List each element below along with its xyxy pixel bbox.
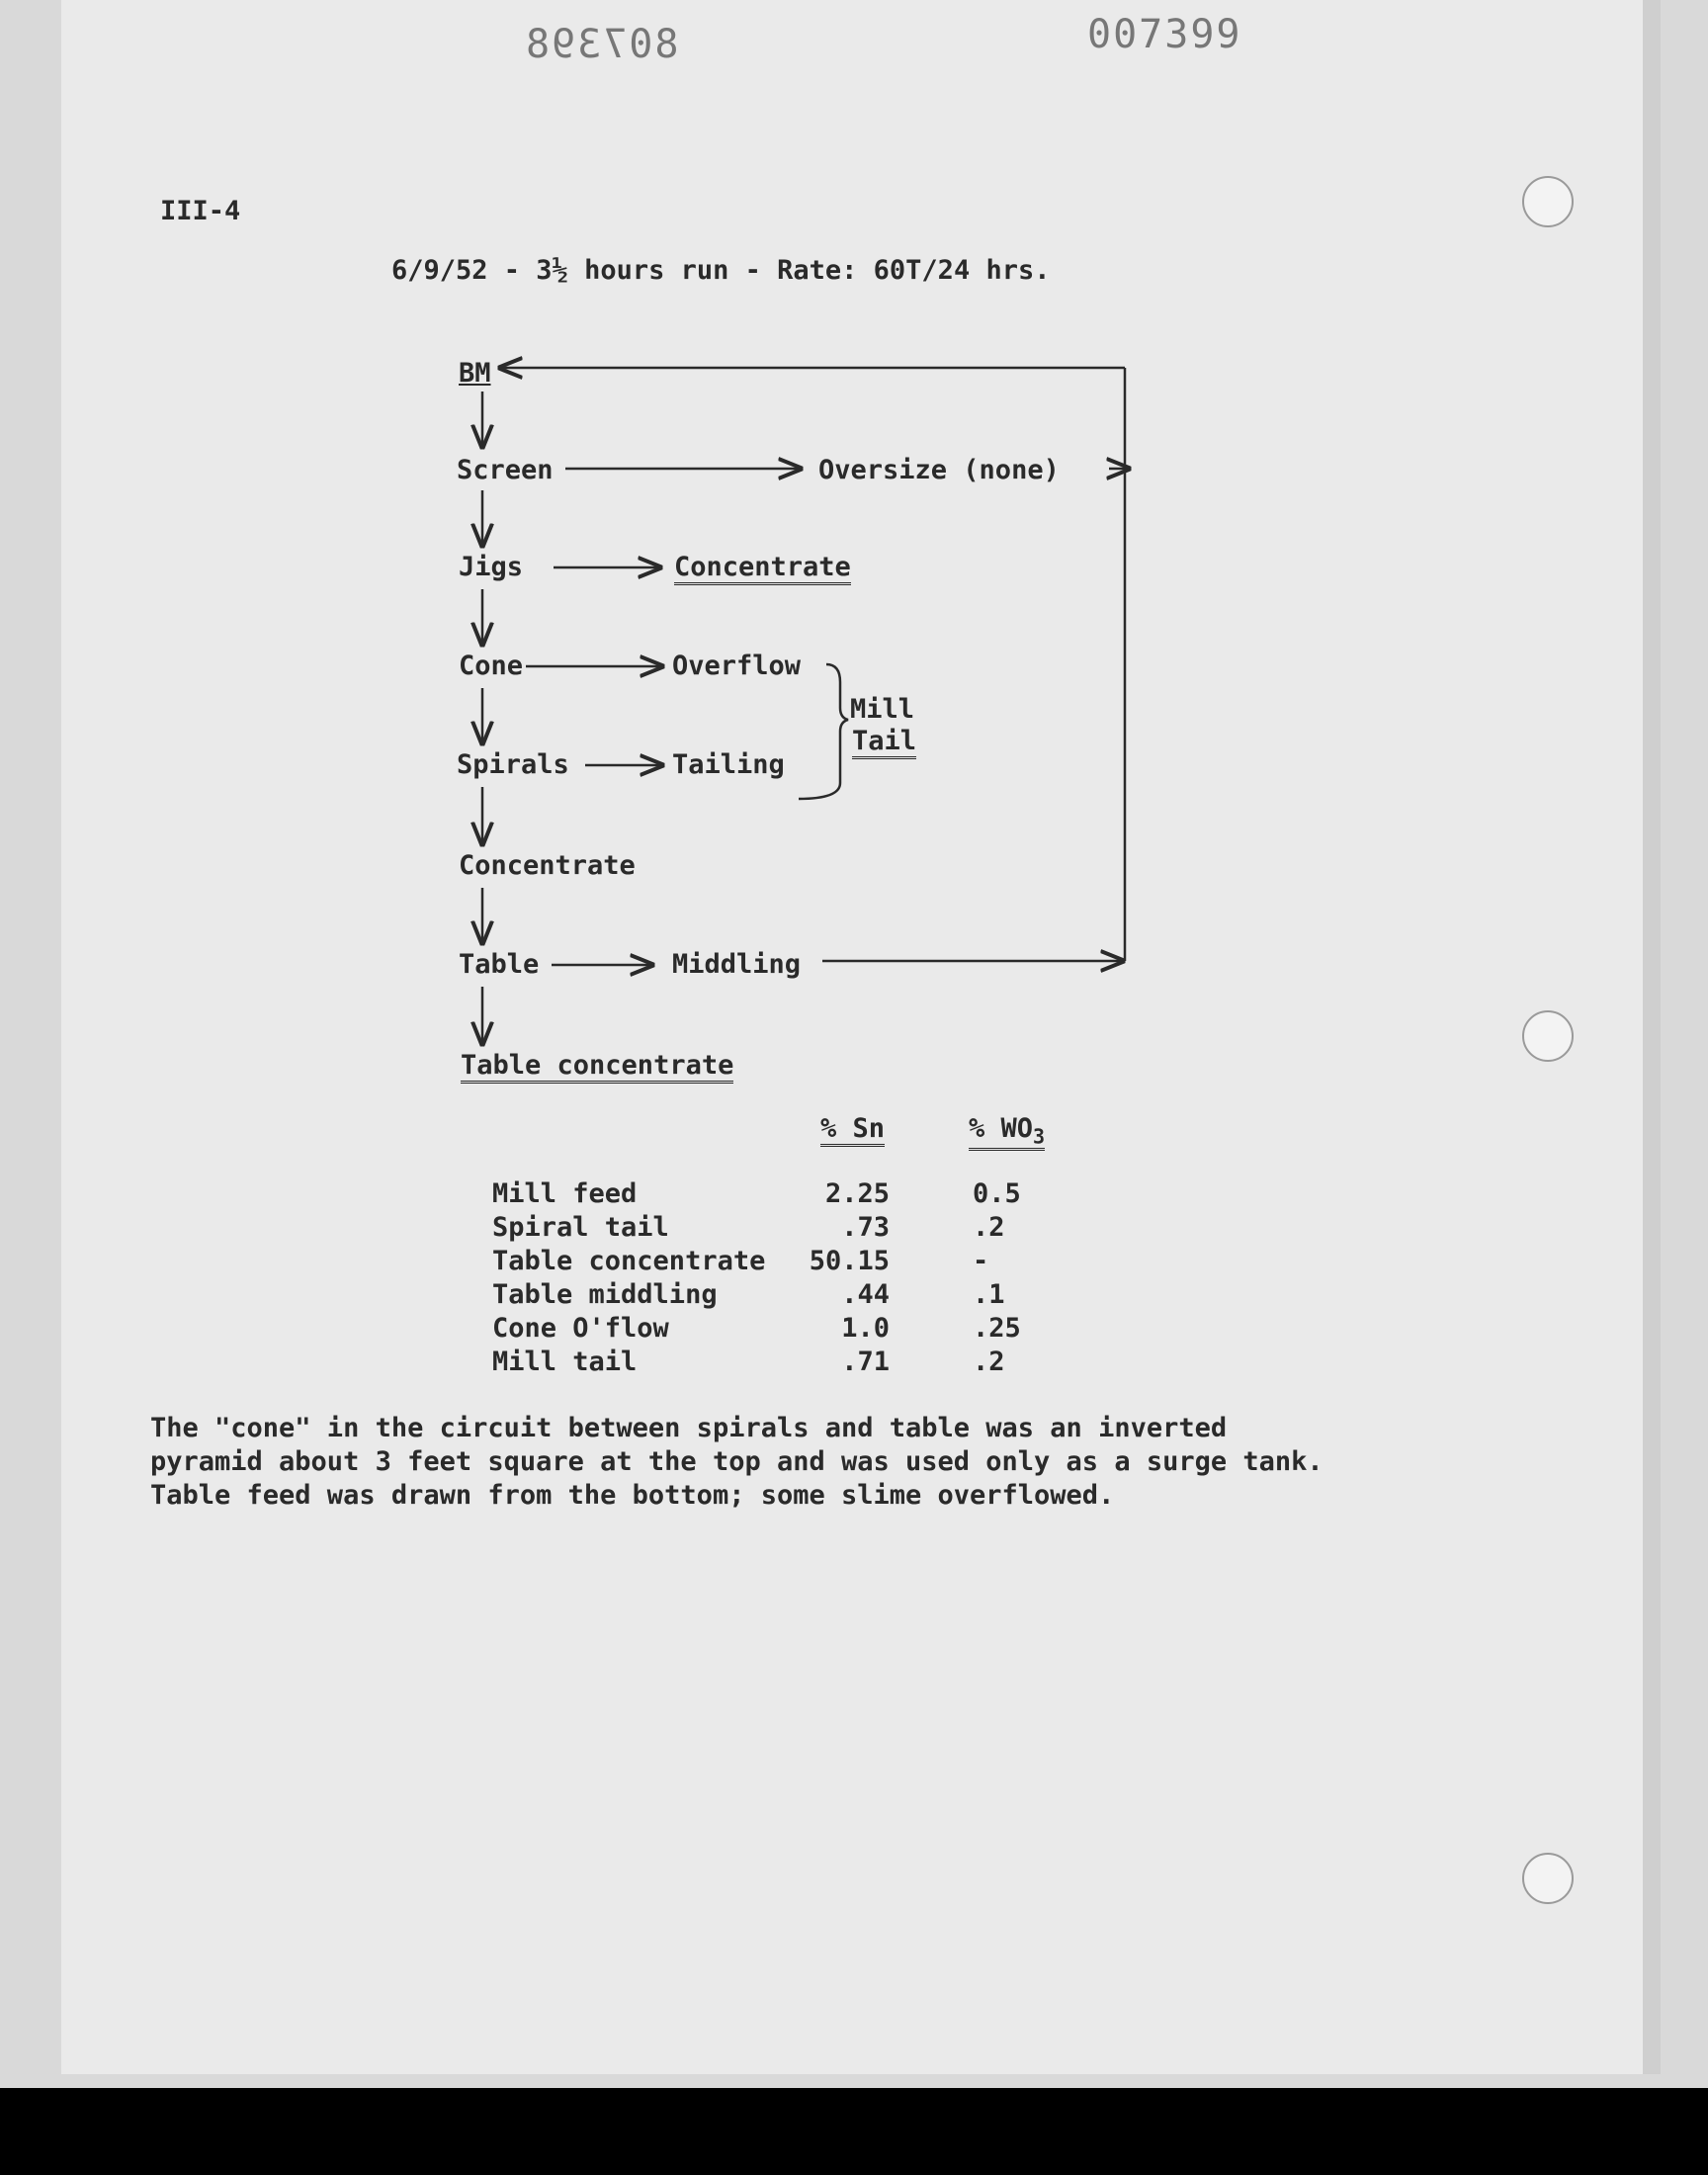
row-wo3-value: .2 xyxy=(973,1347,1005,1377)
document-page xyxy=(61,0,1643,2074)
run-header: 6/9/52 - 3½ hours run - Rate: 60T/24 hrs. xyxy=(391,255,1051,286)
row-sn-value: .44 xyxy=(841,1279,890,1310)
row-wo3-value: - xyxy=(973,1246,989,1276)
node-spiral-concentrate: Concentrate xyxy=(459,850,636,881)
page-id: III-4 xyxy=(160,196,241,226)
col-header-wo3-sub: 3 xyxy=(1033,1124,1046,1149)
row-wo3-value: .1 xyxy=(973,1279,1005,1310)
page-edge xyxy=(1643,0,1661,2074)
row-wo3-value: .2 xyxy=(973,1212,1005,1243)
mill-tail-line2: Tail xyxy=(852,726,916,759)
node-screen: Screen xyxy=(457,455,554,485)
document-stamp-number: 007399 xyxy=(1087,12,1242,57)
node-spirals: Spirals xyxy=(457,749,569,780)
row-label: Mill tail xyxy=(492,1347,638,1377)
row-label: Cone O'flow xyxy=(492,1313,669,1344)
node-oversize: Oversize (none) xyxy=(818,455,1060,485)
body-paragraph: The "cone" in the circuit between spirals and table was an inverted pyramid about 3 feet square at the top and was used only as a surge tank. Table feed was drawn from the bottom; some slime overflowed. xyxy=(150,1413,1324,1511)
row-wo3-value: .25 xyxy=(973,1313,1021,1344)
row-label: Table middling xyxy=(492,1279,718,1310)
node-jig-concentrate: Concentrate xyxy=(674,552,851,585)
row-label: Table concentrate xyxy=(492,1246,766,1276)
col-header-wo3 xyxy=(969,1113,1045,1151)
row-sn-value: .73 xyxy=(841,1212,890,1243)
bleedthrough-stamp: 807398 xyxy=(524,22,679,67)
col-header-wo3-text: % WO xyxy=(969,1113,1034,1144)
col-header-sn: % Sn xyxy=(820,1113,885,1147)
node-middling: Middling xyxy=(672,949,802,980)
row-label: Spiral tail xyxy=(492,1212,669,1243)
row-wo3-value: 0.5 xyxy=(973,1178,1021,1209)
scan-bottom-border xyxy=(0,2088,1708,2175)
punch-hole-bottom xyxy=(1522,1853,1574,1904)
row-sn-value: 1.0 xyxy=(841,1313,890,1344)
punch-hole-middle xyxy=(1522,1010,1574,1062)
row-label: Mill feed xyxy=(492,1178,638,1209)
node-tailing: Tailing xyxy=(672,749,785,780)
node-cone: Cone xyxy=(459,651,524,681)
node-bm: BM xyxy=(459,358,491,389)
node-table-concentrate: Table concentrate xyxy=(461,1050,733,1084)
row-sn-value: .71 xyxy=(841,1347,890,1377)
punch-hole-top xyxy=(1522,176,1574,227)
node-table: Table xyxy=(459,949,540,980)
node-jigs: Jigs xyxy=(459,552,524,582)
row-sn-value: 50.15 xyxy=(809,1246,890,1276)
mill-tail-line1: Mill xyxy=(850,694,915,725)
node-overflow: Overflow xyxy=(672,651,802,681)
row-sn-value: 2.25 xyxy=(824,1178,890,1209)
